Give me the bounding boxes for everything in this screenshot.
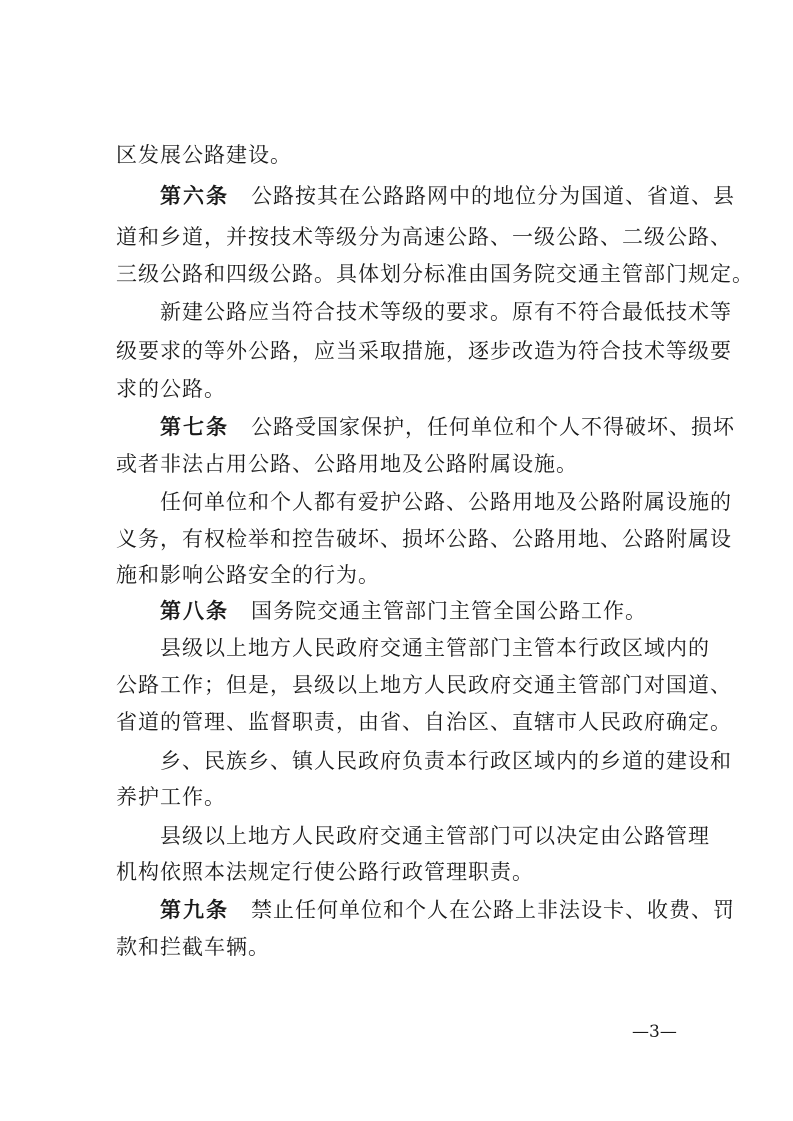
article-6-line: 第六条 公路按其在公路路网中的地位分为国道、省道、县 — [160, 183, 735, 208]
text-line: 乡、民族乡、镇人民政府负责本行政区域内的乡道的建设和 — [160, 749, 732, 773]
text-line: 任何单位和个人都有爱护公路、公路用地及公路附属设施的 — [160, 490, 732, 514]
page-number: —3— — [632, 1022, 677, 1042]
article-heading: 第六条 — [160, 183, 229, 208]
text-line: 区发展公路建设。 — [116, 143, 292, 167]
text-line: 新建公路应当符合技术等级的要求。原有不符合最低技术等 — [160, 300, 732, 324]
text-line: 或者非法占用公路、公路用地及公路附属设施。 — [116, 452, 578, 476]
article-7-line: 第七条 公路受国家保护，任何单位和个人不得破坏、损坏 — [160, 414, 735, 439]
text-line: 公路工作；但是，县级以上地方人民政府交通主管部门对国道、 — [116, 673, 732, 697]
text-line: 县级以上地方人民政府交通主管部门可以决定由公路管理 — [160, 824, 710, 848]
article-heading: 第九条 — [160, 897, 229, 922]
article-8-line: 第八条 国务院交通主管部门主管全国公路工作。 — [160, 598, 647, 623]
text-line: 县级以上地方人民政府交通主管部门主管本行政区域内的 — [160, 636, 710, 660]
text-line: 道和乡道，并按技术等级分为高速公路、一级公路、二级公路、 — [116, 225, 732, 249]
text-line: 义务，有权检举和控告破坏、损坏公路、公路用地、公路附属设 — [116, 527, 732, 551]
text-line: 三级公路和四级公路。具体划分标准由国务院交通主管部门规定。 — [116, 262, 754, 286]
text-line: 机构依照本法规定行使公路行政管理职责。 — [116, 860, 534, 884]
text-line: 省道的管理、监督职责，由省、自治区、直辖市人民政府确定。 — [116, 710, 732, 734]
article-heading: 第七条 — [160, 414, 229, 439]
article-heading: 第八条 — [160, 598, 229, 623]
article-9-line: 第九条 禁止任何单位和个人在公路上非法设卡、收费、罚 — [160, 897, 735, 922]
text-line: 款和拦截车辆。 — [116, 935, 270, 959]
text-line: 施和影响公路安全的行为。 — [116, 563, 380, 587]
text-line: 级要求的等外公路，应当采取措施，逐步改造为符合技术等级要 — [116, 339, 732, 363]
text-line: 养护工作。 — [116, 785, 226, 809]
text-line: 求的公路。 — [116, 377, 226, 401]
